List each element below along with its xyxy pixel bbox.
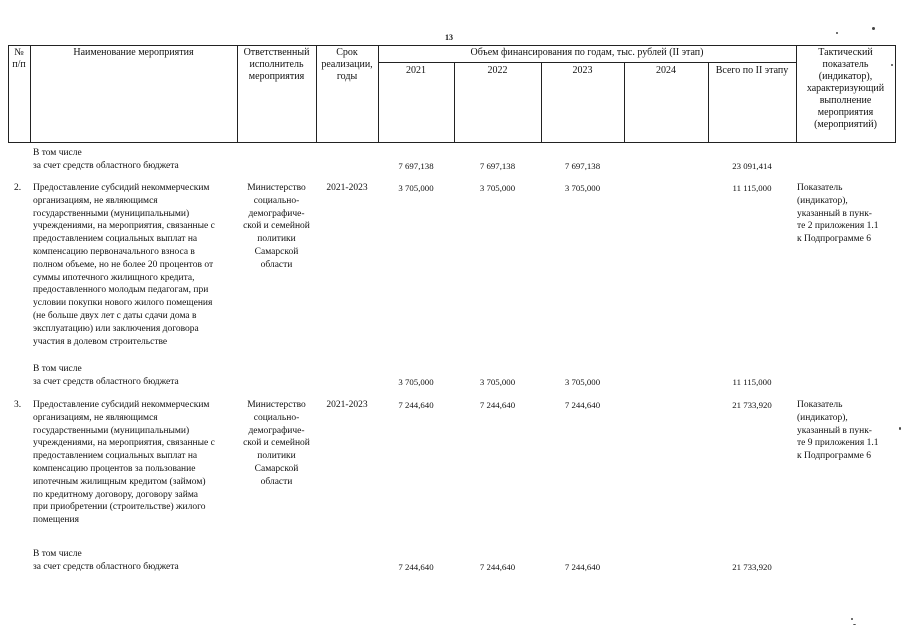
value-total: 21 733,920 bbox=[732, 562, 772, 572]
header-line: выполнение bbox=[819, 95, 872, 106]
row-indicator-line: к Подпрограмме 6 bbox=[797, 234, 871, 245]
row-indicator-line: Показатель bbox=[797, 400, 843, 410]
row-term: 2021-2023 bbox=[326, 400, 368, 410]
row-name-line: государственными (муниципальными) bbox=[33, 425, 190, 436]
row-indicator-line: указанный в пунк- bbox=[797, 208, 872, 219]
header-line: Тактический bbox=[818, 47, 873, 58]
header-line: (мероприятий) bbox=[814, 119, 877, 130]
row-name-line: участия в долевом строительстве bbox=[33, 336, 168, 347]
value-2022: 3 705,000 bbox=[479, 183, 516, 193]
row-responsible-line: демографиче- bbox=[248, 208, 305, 219]
header-year-2024: 2024 bbox=[656, 65, 676, 76]
subtotal-label-line: за счет средств областного бюджета bbox=[33, 160, 179, 171]
value-2023: 7 697,138 bbox=[564, 161, 601, 171]
header-col-responsible bbox=[237, 47, 316, 83]
row-responsible bbox=[237, 182, 316, 272]
row-responsible-line: области bbox=[260, 259, 293, 270]
row-responsible-line: Министерство bbox=[247, 400, 306, 410]
row-indicator bbox=[797, 182, 897, 246]
subtotal-label bbox=[33, 363, 273, 389]
row-indicator-line: указанный в пунк- bbox=[797, 425, 872, 436]
row-indicator-line: (индикатор), bbox=[797, 195, 848, 206]
header-col-indicator bbox=[796, 47, 895, 131]
subtotal-label bbox=[33, 147, 273, 173]
row-name-line: при приобретении (строительстве) жилого bbox=[33, 502, 206, 513]
subtotal-label bbox=[33, 548, 273, 574]
row-indicator-line: Показатель bbox=[797, 183, 843, 193]
row-responsible-line: политики bbox=[257, 451, 296, 462]
row-responsible-line: социально- bbox=[253, 412, 300, 423]
row-name-line: предоставленного молодым педагогам, при bbox=[33, 285, 209, 296]
value-2022: 7 244,640 bbox=[479, 562, 516, 572]
row-name-line: компенсацию процентов за пользование bbox=[33, 463, 196, 474]
header-line: показатель bbox=[822, 59, 869, 70]
header-col-total: Всего по II этапу bbox=[715, 65, 789, 76]
row-term: 2021-2023 bbox=[326, 183, 368, 193]
header-col-no bbox=[8, 47, 30, 71]
row-name-line: компенсацию первоначального взноса в bbox=[33, 246, 195, 257]
row-responsible-line: Самарской bbox=[254, 246, 299, 257]
row-responsible-line: Самарской bbox=[254, 463, 299, 474]
row-name-line: государственными (муниципальными) bbox=[33, 208, 190, 219]
header-col-financing: Объем финансирования по годам, тыс. рублей (II этап) bbox=[470, 47, 704, 58]
header-year-2023: 2023 bbox=[572, 65, 593, 76]
row-indicator-line: те 9 приложения 1.1 bbox=[797, 438, 879, 449]
row-number: 3. bbox=[14, 400, 22, 410]
header-line: Ответственный bbox=[243, 47, 310, 58]
value-total: 23 091,414 bbox=[732, 161, 772, 171]
row-name-line: эксплуатацию) или заключения договора bbox=[33, 323, 199, 334]
header-line: Срок bbox=[336, 47, 358, 58]
header-line: (индикатор), bbox=[818, 71, 873, 82]
header-year-2021: 2021 bbox=[406, 65, 426, 76]
row-name-line: Предоставление субсидий некоммерческим bbox=[33, 400, 210, 410]
value-2022: 7 244,640 bbox=[479, 400, 516, 410]
value-2023: 7 244,640 bbox=[564, 562, 601, 572]
header-col-term bbox=[316, 47, 378, 83]
value-2023: 3 705,000 bbox=[564, 377, 601, 387]
subtotal-label-line: В том числе bbox=[33, 364, 82, 374]
row-number: 2. bbox=[14, 183, 22, 193]
header-line: характеризующий bbox=[806, 83, 885, 94]
subtotal-label-line: В том числе bbox=[33, 148, 82, 158]
header-col-no-line: № bbox=[14, 47, 24, 58]
value-2021: 3 705,000 bbox=[398, 183, 434, 193]
row-responsible-line: ской и семейной bbox=[243, 438, 310, 449]
row-name-line: помещения bbox=[33, 515, 79, 526]
value-2022: 3 705,000 bbox=[479, 377, 516, 387]
row-name-line: условии покупки нового жилого помещения bbox=[33, 298, 213, 309]
header-line: мероприятия bbox=[248, 71, 305, 82]
row-responsible-line: Министерство bbox=[247, 183, 306, 193]
header-line: исполнитель bbox=[249, 59, 304, 70]
row-name-line: предоставлением социальных выплат на bbox=[33, 234, 198, 245]
row-indicator-line: к Подпрограмме 6 bbox=[797, 451, 871, 462]
value-2021: 7 244,640 bbox=[398, 562, 434, 572]
row-indicator-line: те 2 приложения 1.1 bbox=[797, 221, 879, 232]
row-name-line: полном объеме, но не более 20 процентов от bbox=[33, 259, 214, 270]
value-2023: 3 705,000 bbox=[564, 183, 601, 193]
row-responsible-line: социально- bbox=[253, 195, 300, 206]
row-name-line: организациям, не являющимся bbox=[33, 412, 158, 423]
page-number: 13 bbox=[445, 33, 453, 42]
header-col-no-line: п/п bbox=[12, 59, 26, 70]
row-name-line: суммы ипотечного жилищного кредита, bbox=[33, 272, 195, 283]
row-indicator bbox=[797, 399, 897, 463]
row-name-line: ипотечным жилищным кредитом (займом) bbox=[33, 476, 206, 487]
value-2021: 3 705,000 bbox=[398, 377, 434, 387]
header-line: мероприятия bbox=[817, 107, 874, 118]
row-name bbox=[33, 399, 237, 527]
row-name-line: по кредитному договору, договору займа bbox=[33, 489, 198, 500]
row-name-line: организациям, не являющимся bbox=[33, 195, 158, 206]
value-total: 11 115,000 bbox=[732, 183, 772, 193]
value-2021: 7 244,640 bbox=[398, 400, 434, 410]
row-indicator-line: (индикатор), bbox=[797, 412, 848, 423]
subtotal-label-line: за счет средств областного бюджета bbox=[33, 376, 179, 387]
row-name-line: предоставлением социальных выплат на bbox=[33, 451, 198, 462]
row-name-line: учреждениями, на мероприятия, связанные с bbox=[33, 221, 215, 232]
row-responsible-line: области bbox=[260, 476, 293, 487]
header-year-2022: 2022 bbox=[487, 65, 508, 76]
row-responsible bbox=[237, 399, 316, 489]
subtotal-label-line: В том числе bbox=[33, 549, 82, 559]
row-name-line: учреждениями, на мероприятия, связанные с bbox=[33, 438, 215, 449]
row-name-line: Предоставление субсидий некоммерческим bbox=[33, 183, 210, 193]
subtotal-label-line: за счет средств областного бюджета bbox=[33, 561, 179, 572]
value-total: 21 733,920 bbox=[732, 400, 772, 410]
value-2023: 7 244,640 bbox=[564, 400, 601, 410]
header-col-name: Наименование мероприятия bbox=[73, 47, 194, 58]
row-name-line: (не больше двух лет с даты сдачи дома в bbox=[33, 310, 197, 321]
row-responsible-line: политики bbox=[257, 234, 296, 245]
row-name bbox=[33, 182, 237, 348]
row-responsible-line: ской и семейной bbox=[243, 221, 310, 232]
row-responsible-line: демографиче- bbox=[248, 425, 305, 436]
header-line: реализации, bbox=[321, 59, 373, 70]
value-total: 11 115,000 bbox=[732, 377, 772, 387]
value-2022: 7 697,138 bbox=[479, 161, 516, 171]
header-line: годы bbox=[336, 71, 358, 82]
value-2021: 7 697,138 bbox=[398, 161, 434, 171]
